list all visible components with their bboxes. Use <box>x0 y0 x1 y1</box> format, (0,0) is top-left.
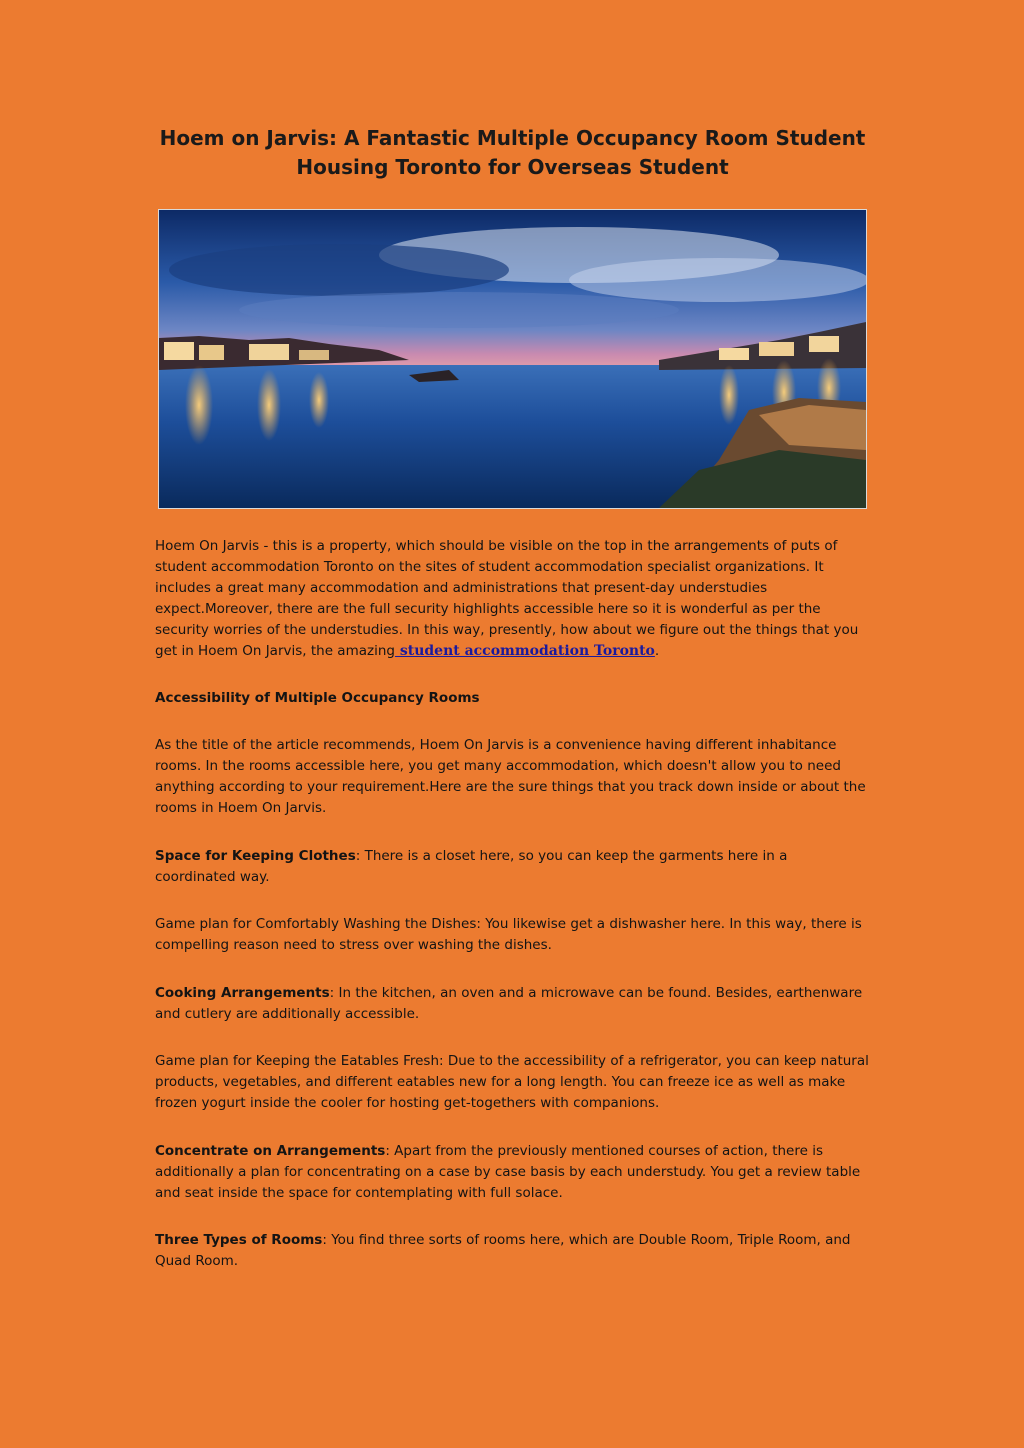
item-label: Cooking Arrangements <box>155 985 330 1001</box>
item-text: : Apart from the previously mentioned courses of action, there is additionally a plan for concentrating on a case by case basis by each understudy. You get a review table and seat inside the space for contemplating with full solace. <box>155 1143 861 1201</box>
page-title: Hoem on Jarvis: A Fantastic Multiple Occupancy Room Student Housing Toronto for Overseas Student <box>159 126 866 179</box>
item-paragraph <box>155 1230 870 1272</box>
item-paragraph <box>155 983 870 1025</box>
item-label: Three Types of Rooms <box>155 1232 323 1248</box>
item-text: : There is a closet here, so you can keep the garments here in a coordinated way. <box>155 848 788 885</box>
section-intro-paragraph: As the title of the article recommends, Hoem On Jarvis is a convenience having different inhabitance rooms. In the rooms accessible here, you get many accommodation, which doesn't allow you to need anything according to your requirement.Here are the sure things that you track down inside or about the rooms in Hoem On Jarvis. <box>155 737 866 816</box>
item-paragraph <box>155 1051 870 1114</box>
intro-period: . <box>654 643 660 659</box>
item-label: Concentrate on Arrangements <box>155 1143 386 1159</box>
item-text: : In the kitchen, an oven and a microwave can be found. Besides, earthenware and cutlery are additionally accessible. <box>155 985 863 1022</box>
item-text: : You find three sorts of rooms here, which are Double Room, Triple Room, and Quad Room. <box>155 1232 851 1269</box>
student-accommodation-toronto-link[interactable]: student accommodation Toronto <box>394 643 655 659</box>
item-text: Game plan for Keeping the Eatables Fresh: Due to the accessibility of a refrigerator, you can keep natural products, vegetables, and different eatables new for a long length. You can freeze ice as well as make frozen yogurt inside the cooler for hosting get-togethers with companions. <box>155 1053 869 1111</box>
coastal-photo-illustration <box>159 210 866 508</box>
hero-image-coastal-town-dusk <box>158 209 867 509</box>
section-heading: Accessibility of Multiple Occupancy Rooms <box>155 690 480 706</box>
intro-paragraph <box>155 536 870 662</box>
intro-text: Hoem On Jarvis - this is a property, which should be visible on the top in the arrangements of puts of student accommodation Toronto on the sites of student accommodation specialist organizations. It includes a great many accommodation and administrations that present-day understudies expect.Moreover, there are the full security highlights accessible here so it is wonderful as per the security worries of the understudies. In this way, presently, how about we figure out the things that you get in Hoem On Jarvis, the amazing <box>155 538 859 659</box>
item-paragraph <box>155 914 870 956</box>
item-text: Game plan for Comfortably Washing the Dishes: You likewise get a dishwasher here. In this way, there is compelling reason need to stress over washing the dishes. <box>155 916 862 953</box>
item-paragraph <box>155 846 870 888</box>
item-paragraph <box>155 1141 870 1204</box>
item-label: Space for Keeping Clothes <box>155 848 356 864</box>
